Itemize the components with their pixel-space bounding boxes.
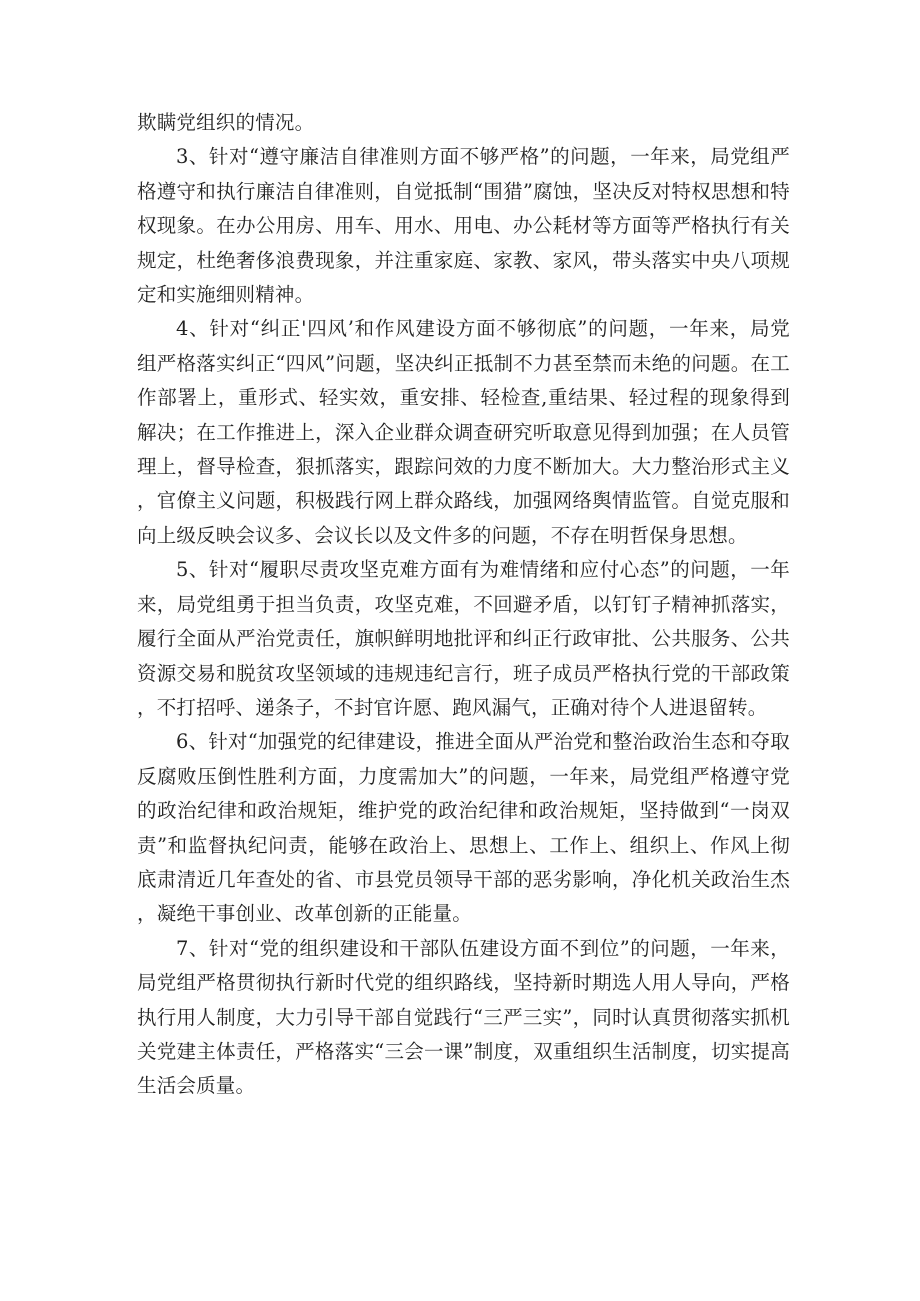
paragraph-item-6: 6、针对“加强党的纪律建设，推进全面从严治党和整治政治生态和夺取反腐败压倒性胜利方面，力度需加大”的问题，一年来，局党组严格遵守党的政治纪律和政治规矩，维护党的政治纪律和政治规矩，坚持做到“一岗双责”和监督执纪问责，能够在政治上、思想上、工作上、组织上、作风上彻底肃清近几年查处的省、市县党员领导干部的恶劣影响，净化机关政治生杰，凝绝干事创业、改革创新的正能量。 (137, 730, 790, 926)
paragraph-item-5: 5、针对“履职尽责攻坚克难方面有为难情绪和应付心态”的问题，一年来，局党组勇于担当负责，攻坚克难，不回避矛盾，以钉钉子精神抓落实，履行全面从严治党责任，旗帜鲜明地批评和纠正行政审批、公共服务、公共资源交易和脱贫攻坚领域的违规违纪言行，班子成员严格执行党的干部政策，不打招呼、递条子，不封官许愿、跑风漏气，正确对待个人进退留转。 (137, 558, 790, 719)
paragraph-item-7: 7、针对“党的组织建设和干部队伍建设方面不到位”的问题，一年来，局党组严格贯彻执行新时代党的组织路线，坚持新时期选人用人导向，严格执行用人制度，大力引导干部自觉践行“三严三实”，同时认真贯彻落实抓机关党建主体责任，严格落实“三会一课”制度，双重组织生活制度，切实提高生活会质量。 (137, 936, 790, 1098)
paragraph-item-4: 4、针对“纠正'四风’和作风建设方面不够彻底”的问题，一年来，局党组严格落实纠正“四风”问题，坚决纠正抵制不力甚至禁而未绝的问题。在工作部署上，重形式、轻实效，重安排、轻检查,重结果、轻过程的现象得到解决；在工作推进上，深入企业群众调查研究听取意见得到加强；在人员管理上，督导检查，狠抓落实，跟踪问效的力度不断加大。大力整治形式主义，官僚主义问题，积极践行网上群众路线，加强网络舆情监管。自觉克服和向上级反映会议多、会议长以及文件多的问题，不存在明哲保身思想。 (137, 317, 790, 547)
paragraph-item-3: 3、针对“遵守廉洁自律准则方面不够严格”的问题，一年来，局党组严格遵守和执行廉洁自律准则，自觉抵制“围猎”腐蚀，坚决反对特权思想和特权现象。在办公用房、用车、用水、用电、办公耗材等方面等严格执行有关规定，杜绝奢侈浪费现象，并注重家庭、家教、家风，带头落实中央八项规定和实施细则精神。 (137, 145, 790, 307)
paragraph-continuation: 欺瞒党组织的情况。 (137, 111, 315, 134)
document-page (137, 106, 790, 1104)
